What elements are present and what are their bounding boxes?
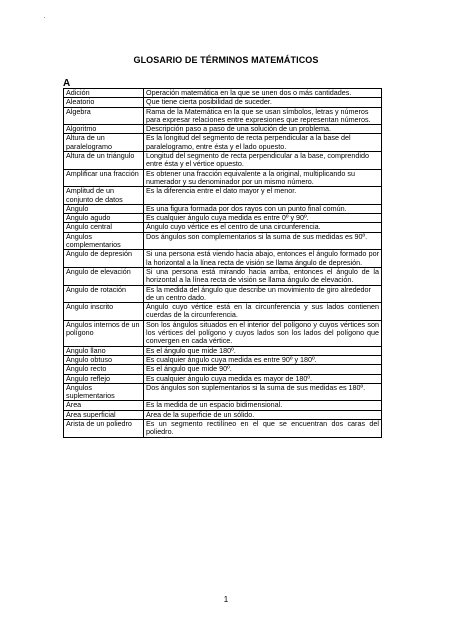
glossary-definition: Es la medida del ángulo que describe un movimiento de giro alrededor de un centro dado. bbox=[144, 285, 382, 303]
glossary-row bbox=[64, 383, 382, 401]
glossary-body bbox=[64, 89, 382, 438]
glossary-row bbox=[64, 374, 382, 383]
glossary-row bbox=[64, 250, 382, 268]
glossary-definition: Es el ángulo que mide 180º. bbox=[144, 346, 382, 355]
glossary-term: Ángulo bbox=[64, 204, 144, 213]
glossary-term: Área bbox=[64, 401, 144, 410]
glossary-definition: Dos ángulos son complementarios si la suma de sus medidas es 90º. bbox=[144, 232, 382, 250]
glossary-term: Arista de un poliedro bbox=[64, 419, 144, 437]
glossary-definition: Longitud del segmento de recta perpendicular a la base, comprendido entre ésta y el vértice opuesto. bbox=[144, 152, 382, 170]
glossary-term: Algebra bbox=[64, 107, 144, 125]
glossary-term: Ángulos internos de un polígono bbox=[64, 320, 144, 346]
section-letter: A bbox=[63, 78, 71, 89]
glossary-definition: Es la longitud del segmento de recta perpendicular a la base del paralelogramo, entre ésta y el lado opuesto. bbox=[144, 134, 382, 152]
glossary-definition: Rama de la Matemática en la que se usan símbolos, letras y números para expresar relaciones entre expresiones que representan números. bbox=[144, 107, 382, 125]
glossary-definition: Es una figura formada por dos rayos con un punto final común. bbox=[144, 204, 382, 213]
scan-mark bbox=[44, 17, 45, 18]
glossary-term: Altura de un triángulo bbox=[64, 152, 144, 170]
glossary-row bbox=[64, 401, 382, 410]
glossary-definition: Descripción paso a paso de una solución de un problema. bbox=[144, 125, 382, 134]
glossary-definition: Es obtener una fracción equivalente a la original, multiplicando su numerador y su denominador por un mismo número. bbox=[144, 169, 382, 187]
glossary-definition: Es la diferencia entre el dato mayor y el menor. bbox=[144, 187, 382, 205]
glossary-definition: Área de la superficie de un sólido. bbox=[144, 410, 382, 419]
glossary-term: Adición bbox=[64, 89, 144, 98]
glossary-term: Ángulo de elevación bbox=[64, 267, 144, 285]
glossary-term: Aleatorio bbox=[64, 98, 144, 107]
glossary-term: Algoritmo bbox=[64, 125, 144, 134]
glossary-term: Ángulo obtuso bbox=[64, 355, 144, 364]
glossary-definition: Es el ángulo que mide 90º. bbox=[144, 365, 382, 374]
glossary-row bbox=[64, 419, 382, 437]
glossary-definition: Si una persona está viendo hacia abajo, entonces el ángulo formado por la horizontal a la línea recta de visión se llama ángulo de depresión. bbox=[144, 250, 382, 268]
glossary-definition: Es cualquier ángulo cuya medida es entre 0º y 90º. bbox=[144, 214, 382, 223]
glossary-term: Área superficial bbox=[64, 410, 144, 419]
glossary-definition: Es cualquier ángulo cuya medida es entre 90º y 180º. bbox=[144, 355, 382, 364]
glossary-row bbox=[64, 285, 382, 303]
glossary-row bbox=[64, 152, 382, 170]
glossary-row bbox=[64, 223, 382, 232]
glossary-row bbox=[64, 232, 382, 250]
glossary-definition: Ángulo cuyo vértice está en la circunferencia y sus lados contienen cuerdas de la circunferencia. bbox=[144, 303, 382, 321]
glossary-row bbox=[64, 320, 382, 346]
glossary-definition: Si una persona está mirando hacia arriba, entonces el ángulo de la horizontal a la línea recta de visión se llama ángulo de elevación. bbox=[144, 267, 382, 285]
glossary-term: Ángulo inscrito bbox=[64, 303, 144, 321]
glossary-row bbox=[64, 169, 382, 187]
glossary-term: Ángulos suplementarios bbox=[64, 383, 144, 401]
glossary-definition: Que tiene cierta posibilidad de suceder. bbox=[144, 98, 382, 107]
glossary-term: Ángulos complementarios bbox=[64, 232, 144, 250]
glossary-term: Ángulo reflejo bbox=[64, 374, 144, 383]
glossary-term: Ángulo central bbox=[64, 223, 144, 232]
glossary-row bbox=[64, 365, 382, 374]
glossary-term: Altura de un paralelogramo bbox=[64, 134, 144, 152]
glossary-term: Ángulo llano bbox=[64, 346, 144, 355]
glossary-row bbox=[64, 98, 382, 107]
glossary-term: Ángulo agudo bbox=[64, 214, 144, 223]
glossary-definition: Son los ángulos situados en el interior del polígono y cuyos vértices son los vértices del polígono y cuyos lados son los lados del polígono que convergen en cada vértice. bbox=[144, 320, 382, 346]
glossary-row bbox=[64, 267, 382, 285]
glossary-definition: Es la medida de un espacio bidimensional. bbox=[144, 401, 382, 410]
glossary-row bbox=[64, 187, 382, 205]
glossary-row bbox=[64, 134, 382, 152]
glossary-row bbox=[64, 346, 382, 355]
glossary-definition: Es cualquier ángulo cuya medida es mayor de 180º. bbox=[144, 374, 382, 383]
glossary-definition: Es un segmento rectilíneo en el que se encuentran dos caras del poliedro. bbox=[144, 419, 382, 437]
page-number: 1 bbox=[223, 595, 229, 604]
glossary-definition: Ángulo cuyo vértice es el centro de una circunferencia. bbox=[144, 223, 382, 232]
glossary-row bbox=[64, 107, 382, 125]
glossary-term: Amplitud de un conjunto de datos bbox=[64, 187, 144, 205]
glossary-row bbox=[64, 303, 382, 321]
glossary-term: Ángulo de rotación bbox=[64, 285, 144, 303]
glossary-definition: Dos ángulos son suplementarios si la suma de sus medidas es 180º. bbox=[144, 383, 382, 401]
glossary-term: Amplificar una fracción bbox=[64, 169, 144, 187]
glossary-term: Ángulo de depresión bbox=[64, 250, 144, 268]
document-title: GLOSARIO DE TÉRMINOS MATEMÁTICOS bbox=[133, 55, 319, 65]
glossary-table bbox=[63, 88, 382, 438]
glossary-term: Ángulo recto bbox=[64, 365, 144, 374]
glossary-definition: Operación matemática en la que se unen dos o más cantidades. bbox=[144, 89, 382, 98]
